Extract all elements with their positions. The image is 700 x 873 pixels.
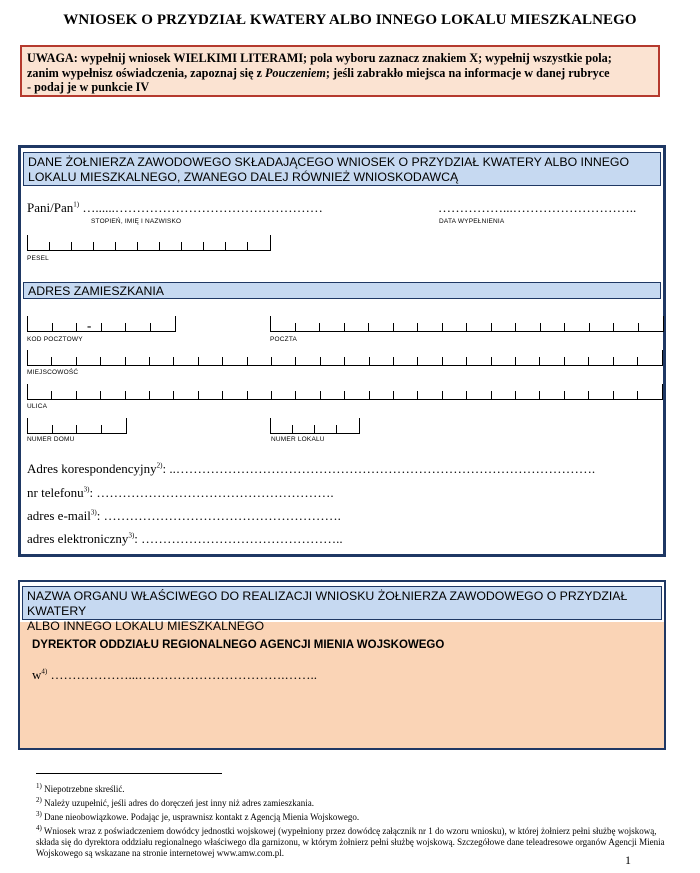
comb-base	[27, 418, 127, 434]
date-label: DATA WYPEŁNIENIA	[439, 218, 505, 225]
comb-divider	[368, 323, 369, 332]
comb-divider	[539, 391, 540, 400]
post-office-label: POCZTA	[270, 336, 298, 343]
comb-base	[270, 316, 664, 332]
postal-code-input[interactable]	[27, 316, 177, 332]
comb-divider	[393, 323, 394, 332]
comb-divider	[393, 357, 394, 366]
comb-divider	[76, 357, 77, 366]
comb-divider	[613, 357, 614, 366]
comb-divider	[225, 242, 226, 251]
comb-divider	[588, 357, 589, 366]
comb-divider	[222, 357, 223, 366]
comb-divider	[637, 391, 638, 400]
comb-divider	[588, 391, 589, 400]
comb-divider	[222, 391, 223, 400]
comb-divider	[51, 357, 52, 366]
footnote-item: $^{1)}$ Niepotrzebne skreślić.	[36, 782, 125, 794]
comb-divider	[159, 242, 160, 251]
street-input[interactable]	[27, 384, 662, 400]
comb-divider	[515, 391, 516, 400]
comb-divider	[101, 323, 102, 332]
rank-name-label: STOPIEŃ, IMIĘ I NAZWISKO	[91, 218, 182, 225]
comb-divider	[344, 391, 345, 400]
comb-divider	[564, 323, 565, 332]
comb-divider	[181, 242, 182, 251]
instructions-box	[20, 45, 660, 97]
instructions-line-1: UWAGA: wypełnij wniosek WIELKIMI LITERAMI; pola wyboru zaznacz znakiem X; wypełnij wszystkie pola;	[27, 51, 612, 65]
comb-divider	[589, 323, 590, 332]
comb-divider	[515, 323, 516, 332]
comb-divider	[417, 357, 418, 366]
comb-divider	[198, 357, 199, 366]
footnote-item: $^{4)}$ Wniosek wraz z poświadczeniem dowódcy jednostki wojskowej (wypełniony przez dowódcę załącznik nr 1 do wzoru wniosku), w której żołnierz pełni służbę wojskową, składa się do dyrektora oddziału regionalnego właściwego dla garnizonu, w którym żołnierz pełni służbę wojskową. Szczegółowe dane teleadresowe organów Agencji Mienia Wojskowego są wskazane na stronie internetowej www.amw.com.pl.	[36, 824, 665, 858]
comb-divider	[76, 323, 77, 332]
postal-code-dash: -	[87, 318, 92, 333]
comb-divider	[203, 242, 204, 251]
post-office-input[interactable]	[270, 316, 662, 332]
comb-divider	[76, 391, 77, 400]
comb-divider	[149, 391, 150, 400]
comb-divider	[137, 242, 138, 251]
phone-field[interactable]: nr telefonu$^{3)}$: ……………………………………………….	[27, 485, 334, 500]
comb-divider	[515, 357, 516, 366]
comb-divider	[442, 323, 443, 332]
comb-divider	[173, 391, 174, 400]
comb-divider	[76, 425, 77, 434]
pesel-input[interactable]	[27, 235, 277, 251]
comb-divider	[319, 323, 320, 332]
authority-section	[18, 580, 666, 750]
house-number-label: NUMER DOMU	[27, 436, 75, 443]
comb-base	[27, 384, 663, 400]
comb-divider	[115, 242, 116, 251]
location-field[interactable]: $w^{4)}$ ………………...…………………………….……..	[32, 667, 317, 682]
comb-divider	[295, 323, 296, 332]
footnote-divider	[36, 773, 222, 774]
applicant-section-header: DANE ŻOŁNIERZA ZAWODOWEGO SKŁADAJĄCEGO WNIOSEK O PRZYDZIAŁ KWATERY ALBO INNEGO LOKALU MIESZKALNEGO, ZWANEGO DALEJ RÓWNIEŻ WNIOSKODAWCĄ	[23, 152, 661, 186]
apartment-number-input[interactable]	[270, 418, 360, 434]
instructions-line-3: - podaj je w punkcie IV	[27, 80, 150, 94]
correspondence-address-field[interactable]: Adres korespondencyjny$^{2)}$: ..…………………………………………………………………………………….	[27, 461, 596, 476]
house-number-input[interactable]	[27, 418, 127, 434]
comb-divider	[369, 357, 370, 366]
comb-divider	[637, 357, 638, 366]
comb-divider	[292, 425, 293, 434]
comb-divider	[247, 357, 248, 366]
comb-divider	[149, 357, 150, 366]
comb-divider	[49, 242, 50, 251]
instructions-line-2: zanim wypełnisz oświadczenia, zapoznaj się z Pouczeniem; jeśli zabrakło miejsca na informacje w danej rubryce	[27, 65, 610, 80]
street-label: ULICA	[27, 403, 48, 410]
comb-divider	[466, 391, 467, 400]
comb-divider	[93, 242, 94, 251]
address-header: ADRES ZAMIESZKANIA	[23, 282, 661, 299]
comb-divider	[100, 357, 101, 366]
comb-base	[27, 235, 271, 251]
city-input[interactable]	[27, 350, 662, 366]
rank-name-field[interactable]: Pani/Pan$^{1)}$ …......…………………………………………	[27, 200, 323, 215]
comb-divider	[100, 391, 101, 400]
comb-divider	[344, 357, 345, 366]
comb-divider	[271, 357, 272, 366]
comb-base	[27, 316, 176, 332]
comb-divider	[247, 242, 248, 251]
comb-divider	[198, 391, 199, 400]
postal-code-label: KOD POCZTOWY	[27, 336, 83, 343]
comb-divider	[320, 391, 321, 400]
comb-divider	[417, 391, 418, 400]
form-title: WNIOSEK O PRZYDZIAŁ KWATERY ALBO INNEGO LOKALU MIESZKALNEGO	[63, 12, 637, 28]
comb-divider	[344, 323, 345, 332]
comb-divider	[369, 391, 370, 400]
comb-divider	[125, 323, 126, 332]
apartment-number-label: NUMER LOKALU	[271, 436, 325, 443]
comb-divider	[613, 391, 614, 400]
comb-divider	[150, 323, 151, 332]
date-field[interactable]: ……………...………………………..	[438, 200, 637, 215]
footnote-item: $^{2)}$ Należy uzupełnić, jeśli adres do doręczeń jest inny niż adres zamieszkania.	[36, 796, 314, 808]
comb-divider	[540, 323, 541, 332]
comb-divider	[71, 242, 72, 251]
director-label: DYREKTOR ODDZIAŁU REGIONALNEGO AGENCJI MIENIA WOJSKOWEGO	[32, 639, 445, 651]
comb-divider	[271, 391, 272, 400]
comb-divider	[564, 391, 565, 400]
comb-divider	[101, 425, 102, 434]
comb-divider	[491, 357, 492, 366]
comb-divider	[564, 357, 565, 366]
page-number: 1	[625, 853, 631, 867]
comb-divider	[125, 391, 126, 400]
comb-divider	[491, 323, 492, 332]
comb-divider	[442, 391, 443, 400]
comb-divider	[125, 357, 126, 366]
city-label: MIEJSCOWOŚĆ	[27, 369, 79, 376]
comb-divider	[295, 391, 296, 400]
comb-divider	[638, 323, 639, 332]
authority-section-header: NAZWA ORGANU WŁAŚCIWEGO DO REALIZACJI WNIOSKU ŻOŁNIERZA ZAWODOWEGO O PRZYDZIAŁ KWATERY ALBO INNEGO LOKALU MIESZKALNEGO	[22, 586, 662, 620]
comb-divider	[173, 357, 174, 366]
electronic-address-field[interactable]: adres elektroniczny$^{3)}$: ………………………………………..	[27, 531, 343, 546]
footnote-item: $^{3)}$ Dane nieobowiązkowe. Podając je, usprawnisz kontakt z Agencją Mienia Wojskowego.	[36, 810, 360, 822]
comb-base	[270, 418, 360, 434]
email-field[interactable]: adres e-mail$^{3)}$: ……………………………………………….	[27, 508, 341, 523]
comb-divider	[52, 323, 53, 332]
comb-divider	[52, 425, 53, 434]
applicant-section	[18, 145, 666, 557]
comb-divider	[320, 357, 321, 366]
comb-divider	[51, 391, 52, 400]
pesel-label: PESEL	[27, 255, 49, 262]
comb-divider	[247, 391, 248, 400]
comb-divider	[417, 323, 418, 332]
comb-divider	[491, 391, 492, 400]
comb-divider	[466, 357, 467, 366]
footnotes	[36, 781, 676, 859]
comb-divider	[314, 425, 315, 434]
comb-divider	[539, 357, 540, 366]
comb-divider	[295, 357, 296, 366]
comb-divider	[466, 323, 467, 332]
comb-divider	[613, 323, 614, 332]
comb-base	[27, 350, 663, 366]
comb-divider	[442, 357, 443, 366]
comb-divider	[336, 425, 337, 434]
comb-divider	[393, 391, 394, 400]
